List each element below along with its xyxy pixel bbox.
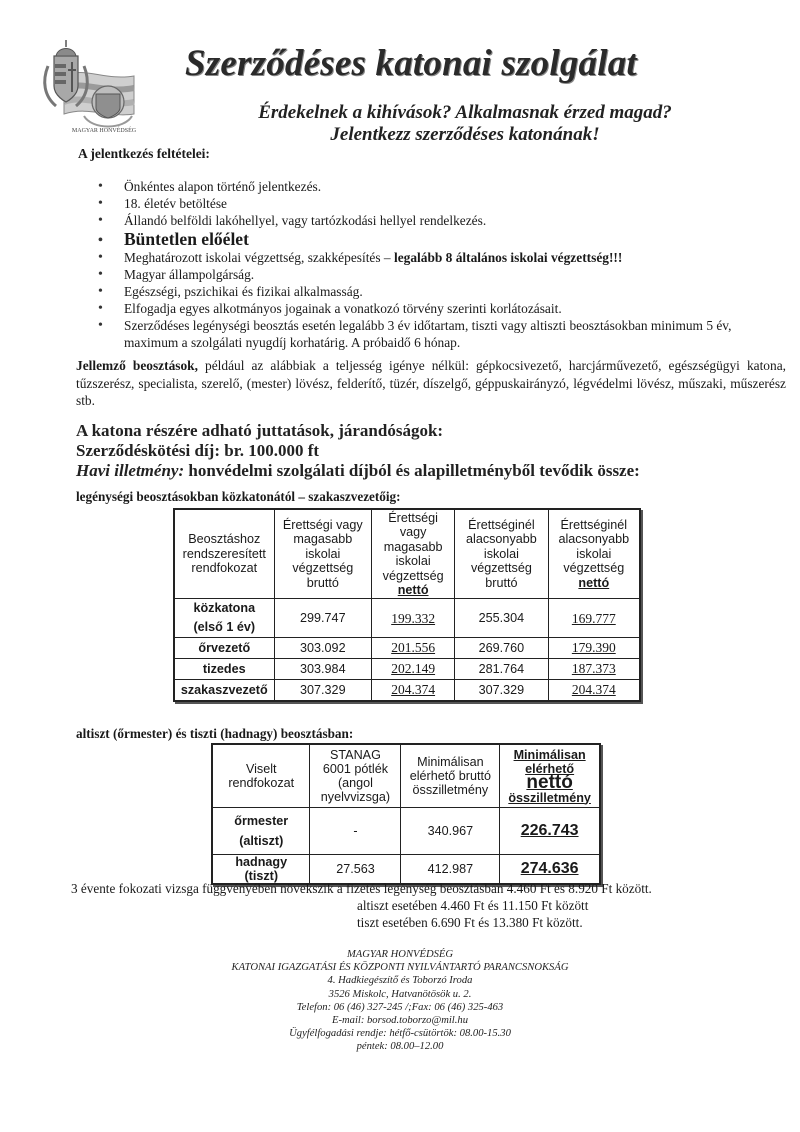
value-cell: 303.092 [274, 638, 372, 659]
column-header [212, 744, 310, 808]
rank-cell: közkatona (első 1 év) [174, 599, 274, 638]
value-cell: 307.329 [274, 680, 372, 702]
value-cell: 412.987 [401, 855, 500, 885]
signing-fee: Szerződéskötési díj: br. 100.000 ft [76, 441, 320, 460]
column-header [174, 509, 274, 599]
footer-address: 3526 Miskolc, Hatvanötösök u. 2. [328, 988, 472, 1000]
column-header [401, 744, 500, 808]
footer-email: E-mail: borsod.toborzo@mil.hu [332, 1015, 468, 1027]
subtitle-line-1: Érdekelnek a kihívások? Alkalmasnak érzed magad? [258, 102, 672, 123]
column-header-emphasis: nettó [578, 575, 610, 590]
column-header-text: Érettséginél alacsonyabb iskolai végzettség bruttó [466, 517, 537, 590]
value-cell: 274.636 [500, 855, 600, 885]
column-header [372, 509, 455, 599]
value-cell: 303.984 [274, 659, 372, 680]
table-header-row [174, 509, 640, 599]
table-row [174, 680, 640, 702]
subtitle-line-2: Jelentkezz szerződéses katonának! [330, 124, 600, 145]
conditions-list [96, 178, 756, 351]
value-cell: 187.373 [548, 659, 640, 680]
value-cell: 27.563 [310, 855, 401, 885]
table-row [174, 599, 640, 638]
emblem-caption: MAGYAR HONVÉDSÉG [71, 128, 137, 134]
positions-text: például az alábbiak a teljesség igénye nélkül: gépkocsivezető, harcjárművezető, egészségügyi katona, tűzszerész, specialista, szerelő, (mester) lövész, felderítő, tüzér, díszelgő, géppuskairányzó, légvédelmi lövész, műszaki, műszerész stb. [76, 358, 786, 408]
footer-hours-friday: péntek: 08.00–12.00 [356, 1041, 444, 1053]
enlisted-table-caption: legénységi beosztásokban közkatonától – szakaszvezetőig: [76, 489, 401, 504]
condition-text: 18. életév betöltése [124, 196, 227, 211]
column-header-text: Minimálisan elérhető bruttó összilletmény [409, 755, 491, 797]
footer-phone: Telefon: 06 (46) 327-245 /;Fax: 06 (46) 325-463 [296, 1001, 504, 1013]
value-cell: 269.760 [455, 638, 548, 659]
table-row [174, 659, 640, 680]
enlisted-salary-table [173, 508, 641, 702]
value-cell: 226.743 [500, 808, 600, 855]
condition-text: Szerződéses legénységi beosztás esetén legalább 3 év időtartam, tiszti vagy altiszti beosztásokban minimum 5 év, maximum a szolgálati nyugdíj korhatárig. A próbaidő 6 hónap. [124, 318, 732, 350]
condition-emphasis: legalább 8 általános iskolai végzettség!!! [393, 250, 623, 265]
column-header-text: STANAG 6001 pótlék (angol nyelvvizsga) [320, 748, 391, 804]
condition-text: Elfogadja egyes alkotmányos jogainak a vonatkozó törvény szerinti korlátozásait. [124, 301, 562, 316]
condition-text: Egészségi, pszichikai és fizikai alkalmasság. [124, 284, 363, 299]
column-header [500, 744, 600, 808]
column-header-emphasis: nettó [397, 583, 429, 597]
value-cell: 201.556 [372, 638, 455, 659]
list-item [96, 266, 756, 283]
rank-cell: őrvezető [174, 638, 274, 659]
conditions-heading: A jelentkezés feltételei: [78, 146, 210, 161]
column-header-text: Érettségi vagy magasabb iskolai végzettség bruttó [282, 517, 363, 590]
monthly-salary-label: Havi illetmény: [76, 461, 185, 480]
list-item [96, 212, 756, 229]
list-item [96, 249, 756, 266]
page-title: Szerződéses katonai szolgálat [185, 43, 637, 84]
list-item [96, 300, 756, 317]
list-item [96, 229, 756, 249]
column-header-text: Érettséginél alacsonyabb iskolai végzettség [558, 517, 630, 576]
condition-text: Meghatározott iskolai végzettség, szakképesítés – [124, 250, 394, 265]
footer-hours-weekdays: Ügyfélfogadási rendje: hétfő-csütörtök: 08.00-15.30 [289, 1028, 511, 1040]
column-header [548, 509, 640, 599]
positions-paragraph [76, 357, 786, 410]
benefits-heading: A katona részére adható juttatások, járandóságok: [76, 421, 444, 440]
condition-text: Állandó belföldi lakóhellyel, vagy tartózkodási hellyel rendelkezés. [124, 213, 487, 228]
rank-cell: tizedes [174, 659, 274, 680]
table-header-row [212, 744, 600, 808]
value-cell: 281.764 [455, 659, 548, 680]
column-header [455, 509, 548, 599]
rank-cell: szakaszvezető [174, 680, 274, 702]
officer-table-caption: altiszt (őrmester) és tiszti (hadnagy) beosztásban: [76, 726, 354, 741]
monthly-salary [76, 461, 640, 481]
footer-org: MAGYAR HONVÉDSÉG [346, 949, 454, 960]
column-header-text: összilletmény [508, 790, 591, 805]
condition-text: Önkéntes alapon történő jelentkezés. [124, 179, 322, 194]
value-cell: 199.332 [372, 599, 455, 638]
raise-note-nco: altiszt esetében 4.460 Ft és 11.150 Ft között [357, 898, 589, 913]
table-row [174, 638, 640, 659]
list-item [96, 195, 756, 212]
raise-note-enlisted: 3 évente fokozati vizsga függvényében növekszik a fizetés legénység beosztásban 4.460 Ft és 8.920 Ft között. [71, 881, 652, 896]
value-cell: 204.374 [548, 680, 640, 702]
list-item [96, 283, 756, 300]
footer-office: 4. Hadkiegészítő és Toborzó Iroda [327, 975, 473, 987]
value-cell: 307.329 [455, 680, 548, 702]
officer-salary-table [211, 743, 601, 885]
condition-text: Büntetlen előélet [124, 229, 249, 249]
rank-cell: hadnagy (tiszt) [212, 855, 310, 885]
positions-lead: Jellemző beosztások, [76, 358, 198, 373]
list-item [96, 178, 756, 195]
value-cell: 299.747 [274, 599, 372, 638]
column-header-text: Viselt rendfokozat [228, 762, 295, 790]
benefits-section [76, 421, 640, 481]
column-header-text: Beosztáshoz rendszeresített rendfokozat [182, 532, 266, 576]
list-item [96, 317, 756, 351]
contact-footer [0, 948, 800, 1054]
value-cell: - [310, 808, 401, 855]
column-header-text: Érettségi vagy magasabb iskolai végzettség [382, 510, 444, 583]
value-cell: 179.390 [548, 638, 640, 659]
value-cell: 204.374 [372, 680, 455, 702]
column-header [310, 744, 401, 808]
monthly-salary-text: honvédelmi szolgálati díjból és alapilletményből tevődik össze: [184, 461, 640, 480]
column-header [274, 509, 372, 599]
table-row [212, 808, 600, 855]
footer-command: KATONAI IGAZGATÁSI ÉS KÖZPONTI NYILVÁNTARTÓ PARANCSNOKSÁG [231, 962, 569, 974]
value-cell: 340.967 [401, 808, 500, 855]
raise-note-officer: tiszt esetében 6.690 Ft és 13.380 Ft között. [357, 915, 583, 930]
rank-cell: őrmester (altiszt) [212, 808, 310, 855]
value-cell: 255.304 [455, 599, 548, 638]
condition-text: Magyar állampolgárság. [124, 267, 255, 282]
column-header-emphasis: nettó [526, 771, 573, 793]
column-header-text: Minimálisan elérhető [513, 747, 586, 776]
value-cell: 202.149 [372, 659, 455, 680]
value-cell: 169.777 [548, 599, 640, 638]
